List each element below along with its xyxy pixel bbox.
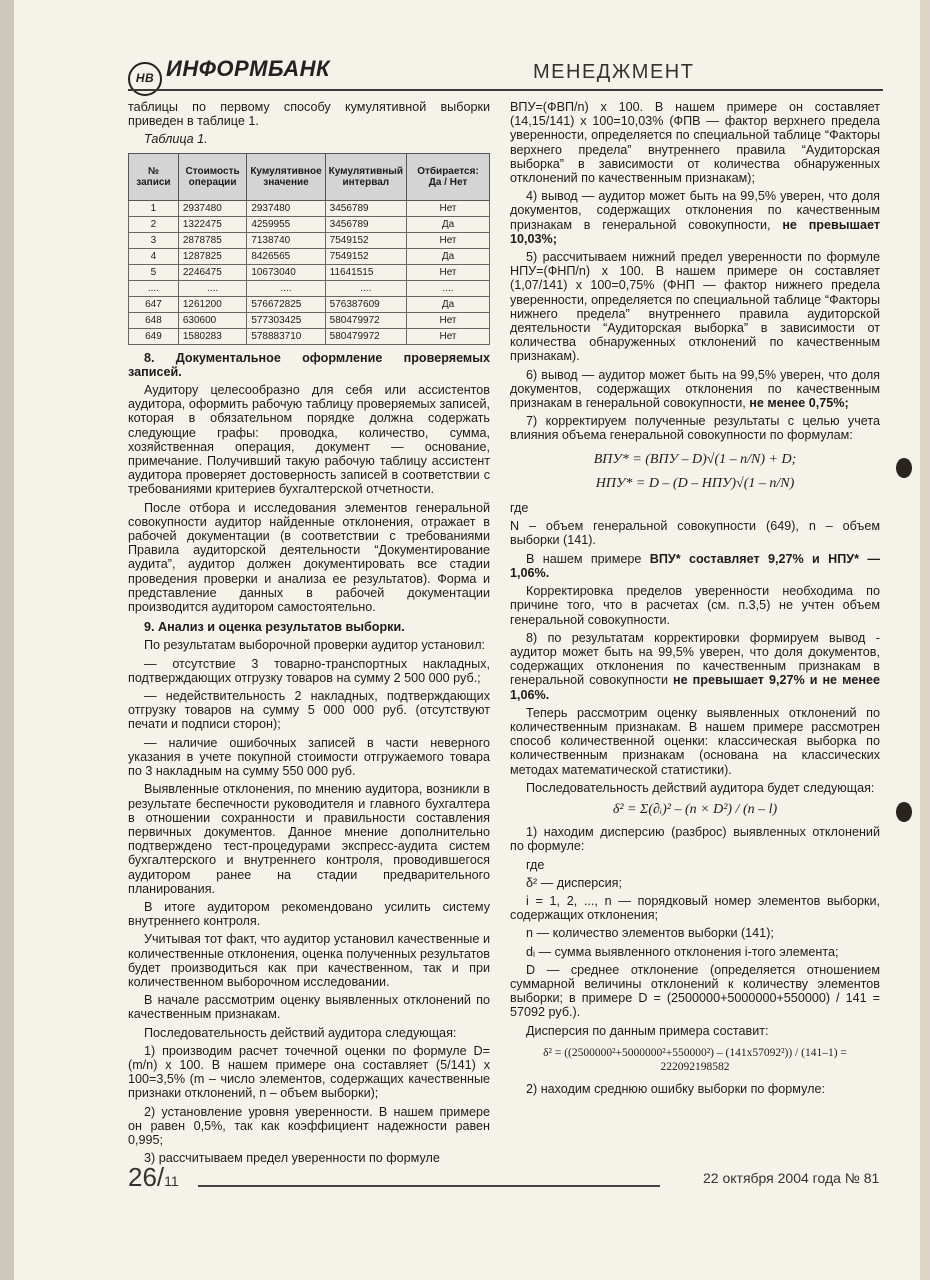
paragraph (510, 631, 880, 702)
table-cell: 1322475 (178, 216, 246, 232)
table-cell: 10673040 (247, 264, 325, 280)
table-cell: 577303425 (247, 312, 325, 328)
table-cell: 7138740 (247, 232, 325, 248)
paragraph: dᵢ — сумма выявленного отклонения i-того элемента; (526, 944, 839, 959)
table-cell: Нет (406, 232, 489, 248)
paragraph: — недействительность 2 накладных, подтверждающих отгрузку товаров на сумму 5 000 000 руб. (отсутствуют печати и подписи сторон); (128, 689, 490, 732)
table-cell: Нет (406, 312, 489, 328)
table-cell: 580479972 (325, 312, 406, 328)
table-cell: Нет (406, 264, 489, 280)
table-cell: 3 (129, 232, 179, 248)
table-cell: Нет (406, 328, 489, 344)
formula-variance-value: δ² = ((2500000²+5000000²+550000²) – (141х57092²)) / (141–1) = 222092198582 (543, 1046, 847, 1073)
table-cell: 1580283 (178, 328, 246, 344)
table-row (129, 328, 490, 344)
table-cell: 1287825 (178, 248, 246, 264)
paragraph: Учитывая тот факт, что аудитор установил качественные и количественные отклонения, оценка полученных результатов будет производиться как при качественном, так и при количественном выборочном исследовании. (128, 932, 490, 989)
bold-text: ВПУ* составляет 9,27% и НПУ* — 1,06%. (510, 551, 880, 580)
paragraph: 1) находим дисперсию (разброс) выявленных отклонений по формуле: (510, 825, 880, 854)
table-cell: .... (325, 280, 406, 296)
text-run: В нашем примере (526, 551, 642, 566)
table-row (129, 248, 490, 264)
text-run: 4) вывод — аудитор может быть на 99,5% уверен, что доля документов, содержащих отклонения по качественным признакам в генеральной совокупности, (510, 189, 880, 232)
table-header-cell: № записи (129, 153, 179, 200)
table-row (129, 200, 490, 216)
table-caption: Таблица 1. (144, 132, 208, 147)
logo-mark-icon: НВ (128, 62, 162, 96)
paragraph: δ² — дисперсия; (526, 875, 622, 890)
bold-text: не превышает 9,27% и не менее 1,06%. (510, 673, 881, 702)
table-row (129, 232, 490, 248)
table-cell: .... (178, 280, 246, 296)
table-header-cell: Отбирается: Да / Нет (406, 153, 489, 200)
table-cell: Да (406, 296, 489, 312)
table-cell: 4259955 (247, 216, 325, 232)
bold-text: не превышает 10,03%; (510, 217, 880, 246)
paragraph (510, 189, 880, 246)
binder-hole (896, 458, 912, 478)
paragraph: Дисперсия по данным примера составит: (526, 1023, 769, 1038)
paragraph: 2) установление уровня уверенности. В нашем примере он равен 0,5%, так как коэффициент надежности равен 0,995; (128, 1104, 490, 1147)
table-cell: Нет (406, 200, 489, 216)
page-number-sub: 11 (164, 1173, 179, 1189)
paper-left-edge (0, 0, 14, 1280)
bold-text: не менее 0,75%; (749, 396, 849, 411)
paragraph: — наличие ошибочных записей в части неверного указания в учете покупной стоимости отгружаемого товара по 3 накладным на сумму 550 000 руб. (128, 735, 490, 779)
table-cell: 647 (129, 296, 179, 312)
table-cell: 576387609 (325, 296, 406, 312)
table-cell: 3456789 (325, 200, 406, 216)
paragraph: Теперь рассмотрим оценку выявленных отклонений по количественным признакам. В нашем примере рассмотрен способ количественной оценки: классическая выборка по количественным признакам (основана на классических методах математической статистики). (510, 705, 880, 777)
table-cell: 576672825 (247, 296, 325, 312)
table-cell: 630600 (178, 312, 246, 328)
table-header-cell: Кумулятивное значение (247, 153, 325, 200)
paper-right-edge (920, 0, 930, 1280)
binder-hole (896, 802, 912, 822)
paragraph: — отсутствие 3 товарно-транспортных накладных, подтверждающих отгрузку товаров на сумму 2 500 000 руб.; (128, 656, 490, 685)
paragraph: n — количество элементов выборки (141); (526, 926, 774, 941)
text-run: 8) по результатам корректировки формируем вывод - аудитор может быть на 99,5% уверен, что доля документов, содержащих отклонения по качественным признакам в генеральной совокупности (510, 630, 880, 688)
table-row (129, 264, 490, 280)
table-cell: 648 (129, 312, 179, 328)
table-cell: .... (129, 280, 179, 296)
table-cell: 2937480 (178, 200, 246, 216)
table-row (129, 216, 490, 232)
data-table (128, 153, 490, 345)
left-column (128, 100, 490, 1169)
formula-block (510, 453, 880, 491)
logo-text: ИНФОРМБАНК (166, 56, 331, 81)
table-header-cell: Стоимость операции (178, 153, 246, 200)
paragraph: Аудитору целесообразно для себя или ассистентов аудитора, оформить рабочую таблицу проверяемых записей, которая в обязательном порядке должна содержать следующие графы: проводка, количество, сумма, хозяйственная операция, документ — основание, примечание. Получивший такую рабочую таблицу ассистент аудитора проверяет достоверность записей в соответствии с требованиями критериев бухгалтерской отчетности. (128, 383, 490, 497)
table-row (129, 312, 490, 328)
issue-date: 22 октября 2004 года № 81 (703, 1170, 880, 1186)
table-header-row (129, 153, 490, 200)
table-cell: 7549152 (325, 248, 406, 264)
table-cell: 8426565 (247, 248, 325, 264)
paragraph: 1) производим расчет точечной оценки по формуле D=(m/n) х 100. В нашем примере она составляет (5/141) х 100=3,5% (m – число элементов, содержащих качественные признаки отклонений, n – объем выборки); (128, 1043, 490, 1101)
formula-lower-limit: НПУ* = D – (D – НПУ)√(1 – n/N) (595, 475, 795, 491)
formula-variance: δ² = Σ(∂ᵢ)² – (n × D²) / (n – l) (612, 801, 778, 817)
paragraph: Последовательность действий аудитора следующая: (144, 1025, 457, 1040)
paragraph: Выявленные отклонения, по мнению аудитора, возникли в результате беспечности руководителя и главного бухгалтера в отношении сохранности и правильности составления первичных документов. Данное мнение дополнительно подтверждено тест-процедурами экспресс-аудита систем бухгалтерского и внутреннего контроля, проводившегося аудитором ранее на стадии предварительного планирования. (128, 782, 490, 896)
table-cell: 578883710 (247, 328, 325, 344)
paragraph: 3) рассчитываем предел уверенности по формуле (144, 1151, 440, 1166)
table-header-cell: Кумулятивный интервал (325, 153, 406, 200)
table-cell: 1 (129, 200, 179, 216)
table-cell: .... (406, 280, 489, 296)
paragraph: По результатам выборочной проверки аудитор установил: (144, 638, 486, 653)
paragraph: В итоге аудитором рекомендовано усилить систему внутреннего контроля. (128, 899, 490, 929)
table-cell: 2 (129, 216, 179, 232)
paragraph: таблицы по первому способу кумулятивной выборки приведен в таблице 1. (128, 100, 490, 129)
page-number-main: 26/ (128, 1162, 165, 1192)
paragraph: где (526, 857, 545, 872)
paragraph: Корректировка пределов уверенности необходима по причине того, что в расчетах (см. п.3,5) не учтен объем генеральной совокупности. (510, 584, 880, 627)
table-cell: 2878785 (178, 232, 246, 248)
table-cell: 1261200 (178, 296, 246, 312)
paragraph: 5) рассчитываем нижний предел уверенности по формуле НПУ=(ФНП/n) х 100. В нашем примере он составляет (1,07/141) х 100=0,75% (ФНП — фактор нижнего предела уверенности, определяется по специальной таблице “Факторы нижнего предела” внутреннего правила аудиторской деятельности “Аудиторская выборка” в зависимости от количества обнаруженных отклонений по качественным признакам). (510, 250, 880, 364)
section-title: МЕНЕДЖМЕНТ (533, 61, 695, 83)
section-heading: 8. Документальное оформление проверяемых записей. (128, 350, 490, 379)
paragraph: Последовательность действий аудитора будет следующая: (526, 780, 875, 795)
table-row (129, 296, 490, 312)
paragraph: ВПУ=(ФВП/n) х 100. В нашем примере он составляет (14,15/141) х 100=10,03% (ФПВ — фактор верхнего предела уверенности, определяется по специальной таблице “Факторы верхнего предела” внутреннего правила “Аудиторская выборка” в зависимости от количества обнаруженных отклонений по качественным признакам); (510, 100, 880, 186)
text-run: 6) вывод — аудитор может быть на 99,5% уверен, что доля документов, содержащих отклонения по качественным признакам в генеральной совокупности, (510, 367, 880, 411)
paragraph: где (510, 501, 529, 516)
table-cell: Да (406, 248, 489, 264)
paragraph: После отбора и исследования элементов генеральной совокупности аудитор найденные отклонения, отражает в рабочей документации (в соответствии с требованиями Правила аудиторской деятельности “Документирование аудита”, аудитор должен документировать все стадии проведения проверки и анализа ее результатов). Форма и представление данных в рабочей документации производится аудитором самостоятельно. (128, 500, 490, 615)
paragraph: i = 1, 2, ..., n — порядковый номер элементов выборки, содержащих отклонения; (510, 893, 880, 923)
paragraph: 2) находим среднюю ошибку выборки по формуле: (526, 1082, 825, 1097)
paragraph: 7) корректируем полученные результаты с целью учета влияния объема генеральной совокупности по формулам: (510, 414, 880, 443)
paragraph: N – объем генеральной совокупности (649), n – объем выборки (141). (510, 519, 880, 548)
table-cell: 11641515 (325, 264, 406, 280)
header-rule (128, 89, 883, 91)
table-cell: 649 (129, 328, 179, 344)
table-cell: 2246475 (178, 264, 246, 280)
table-cell: 580479972 (325, 328, 406, 344)
paragraph: В начале рассмотрим оценку выявленных отклонений по качественным признакам. (128, 993, 490, 1022)
table-cell: 7549152 (325, 232, 406, 248)
paragraph: D — среднее отклонение (определяется отношением суммарной величины отклонений к количеству элементов выборки; в примере D = (2500000+5000000+550000) / 141 = 57092 руб.). (510, 962, 880, 1020)
table-cell: 3456789 (325, 216, 406, 232)
table-cell: Да (406, 216, 489, 232)
table-cell: 5 (129, 264, 179, 280)
right-column (510, 100, 880, 1100)
paragraph (510, 368, 880, 411)
table-row (129, 280, 490, 296)
page-number (128, 1162, 179, 1193)
footer-rule (198, 1185, 660, 1187)
section-heading: 9. Анализ и оценка результатов выборки. (144, 620, 405, 635)
table-cell: 2937480 (247, 200, 325, 216)
table-cell: 4 (129, 248, 179, 264)
paragraph (510, 552, 880, 580)
table-cell: .... (247, 280, 325, 296)
formula-upper-limit: ВПУ* = (ВПУ – D)√(1 – n/N) + D; (593, 451, 797, 467)
